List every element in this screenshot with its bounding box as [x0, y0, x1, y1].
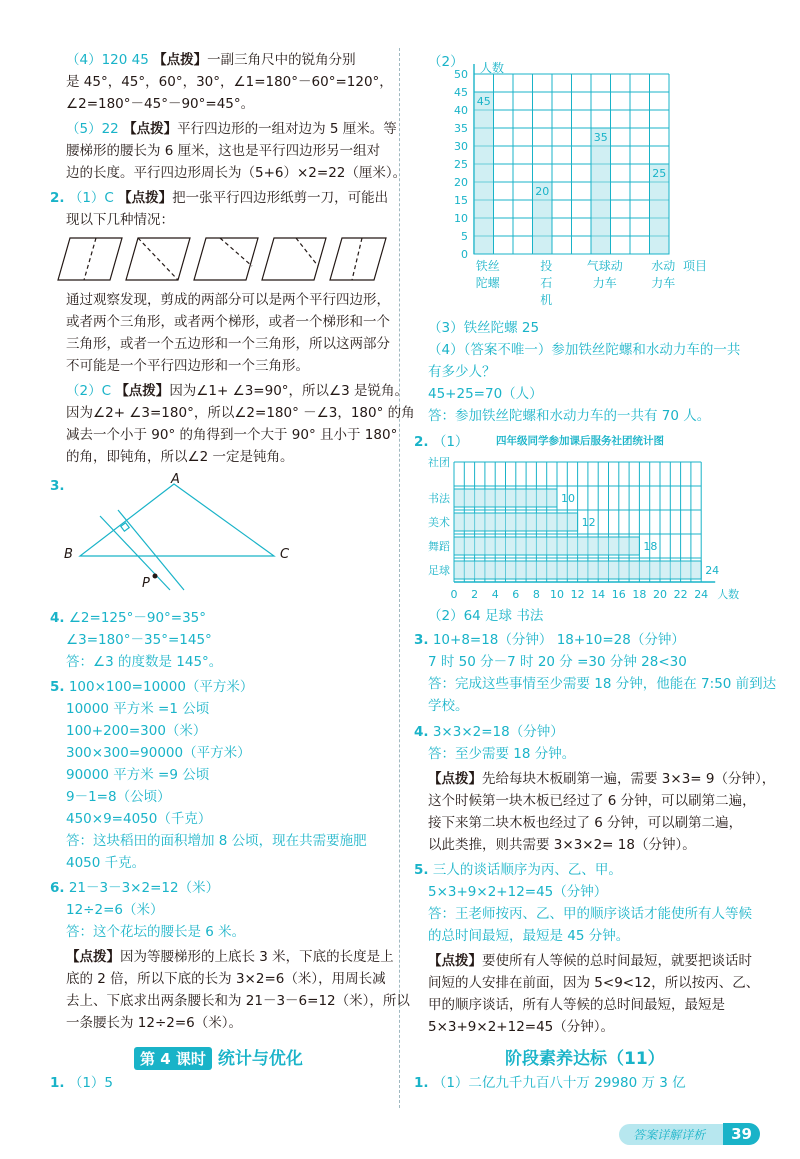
problem-number: 1. [414, 1075, 429, 1091]
problem-number: 3. [414, 632, 429, 648]
problem-number: 3. [50, 478, 65, 494]
cut-line-3 [220, 238, 252, 266]
y-tick-label: 50 [454, 68, 468, 81]
p2-line-6: 不可能是一个平行四边形和一个三角形。 [66, 358, 309, 374]
lesson-heading [134, 1044, 303, 1070]
p4-tip-text: 先给每块木板刷第一遍，需要 3×3= 9（分钟）， [482, 771, 776, 787]
bar-value-label: 35 [593, 131, 608, 144]
q5-line-1 [66, 119, 397, 139]
p2b-line-4: 的角，即钝角，所以∠2 一定是钝角。 [66, 449, 294, 465]
tip-label: 【点拨】 [428, 953, 482, 969]
p4-text: ∠2=125°－90°=35° [68, 610, 207, 626]
p5-line-3: 100+200=300（米） [66, 723, 207, 739]
x-category-label: 水动 [651, 259, 676, 273]
x-category-label: 铁丝 [475, 259, 500, 273]
bar-value-label: 20 [535, 185, 550, 198]
p5-line-8: 答：这块稻田的面积增加 8 公顷，现在共需要施肥 [66, 833, 367, 849]
lesson-number-badge: 第 4 课时 [134, 1047, 212, 1070]
p2b-line-3: 减去一个小于 90° 的角得到一个大于 90° 且小于 180° [66, 427, 398, 443]
q4-line-1 [66, 50, 356, 70]
p6-line-3: 答：这个花坛的腰长是 6 米。 [66, 924, 246, 940]
tip-label: 【点拨】 [123, 121, 178, 137]
q5-answer: （5）22 [66, 121, 119, 137]
y-axis-label: 社团 [428, 456, 450, 469]
label-b: B [64, 547, 73, 562]
problem-number: 2. [414, 434, 429, 450]
lesson-q1-text: （1）5 [68, 1075, 114, 1091]
p5-line-2: 10000 平方米 =1 公顷 [66, 701, 210, 717]
p3-line-4: 学校。 [428, 698, 469, 714]
p2b-answer: （2）C [66, 383, 112, 399]
y-tick-label: 10 [454, 212, 468, 225]
x-tick-label: 22 [673, 588, 688, 601]
bar-value-label: 12 [581, 516, 596, 529]
column-divider [399, 48, 400, 1108]
x-axis-label: 项目 [682, 259, 708, 273]
club-bar-chart [420, 430, 740, 602]
p2-line-4: 或者两个三角形，或者两个梯形，或者一个梯形和一个 [66, 314, 390, 330]
p2b-text: 因为∠1+ ∠3=90°，所以∠3 是锐角。 [169, 383, 409, 399]
x-category-label: 石 [540, 276, 553, 290]
p5-line-6: 9－1=8（公顷） [66, 789, 171, 805]
label-a: A [171, 472, 180, 487]
point-p [153, 574, 158, 579]
y-category-label: 美术 [428, 516, 450, 529]
footer-label: 答案详解详析 [619, 1124, 723, 1145]
q5-line-2: 腰梯形的腰长为 6 厘米，这也是平行四边形另一组对 [66, 143, 381, 159]
problem-number: 2. [50, 190, 65, 206]
p5-text: 100×100=10000（平方米） [68, 679, 254, 695]
p2-text: 把一张平行四边形纸剪一刀，可能出 [172, 190, 389, 206]
bar [474, 92, 494, 254]
bar [454, 537, 639, 555]
y-tick-label: 30 [454, 140, 468, 153]
cut-line-2 [138, 238, 178, 280]
q4-text: 一副三角尺中的锐角分别 [207, 52, 356, 68]
section-q1 [414, 1073, 686, 1093]
label-p: P [142, 576, 150, 591]
cut-line-1 [84, 238, 96, 280]
line-through-p-1 [100, 516, 170, 590]
y-category-label: 舞蹈 [428, 540, 450, 553]
p6-line-1 [50, 878, 219, 898]
x-tick-label: 8 [532, 588, 540, 601]
x-tick-label: 14 [591, 588, 606, 601]
q4-line-2: 是 45°，45°，60°，30°，∠1=180°－60°=120°， [66, 74, 393, 90]
problem-number: 5. [414, 862, 429, 878]
x-tick-label: 18 [632, 588, 647, 601]
p3-text: 10+8=18（分钟） 18+10=28（分钟） [432, 632, 685, 648]
bar-value-label: 18 [643, 540, 658, 553]
p2-line-1 [50, 188, 388, 208]
x-tick-label: 12 [570, 588, 585, 601]
bar [454, 489, 557, 507]
p4-text: 3×3×2=18（分钟） [432, 724, 564, 740]
x-tick-label: 6 [512, 588, 520, 601]
x-tick-label: 24 [694, 588, 709, 601]
p2-line-5: 三角形，或者一个五边形和一个三角形，所以这两部分 [66, 336, 390, 352]
x-category-label: 陀螺 [475, 276, 500, 290]
page-number: 39 [723, 1123, 760, 1145]
bar [454, 561, 701, 579]
line-through-p-2 [118, 510, 184, 590]
p4-line-6: 以此类推，则共需要 3×3×2= 18（分钟）。 [428, 837, 696, 853]
q4-line-3: ∠2=180°－45°－90°=45°。 [66, 96, 255, 112]
tip-label: 【点拨】 [428, 771, 482, 787]
bar-value-label: 24 [705, 564, 720, 577]
bar-value-label: 10 [561, 492, 575, 505]
p4-line-2: 答：至少需要 18 分钟。 [428, 746, 576, 762]
y-category-label: 书法 [428, 492, 450, 505]
p5-line-8: 5×3+9×2+12=45（分钟）。 [428, 1019, 615, 1035]
p5-line-7: 甲的顺序谈话，所有人等候的总时间最短，最短是 [428, 997, 725, 1013]
tip-label: 【点拨】 [66, 949, 120, 965]
section-q1-text: （1）二亿九千九百八十万 29980 万 3 亿 [432, 1075, 686, 1091]
x-category-label: 力车 [592, 276, 617, 290]
x-tick-label: 20 [653, 588, 667, 601]
p2-line-3: 通过观察发现，剪成的两部分可以是两个平行四边形， [66, 292, 390, 308]
cut-line-5 [352, 238, 362, 280]
lesson-q1 [50, 1073, 113, 1093]
parallelogram-cuts-figure [48, 236, 388, 282]
q5-line-3: 边的长度。平行四边形周长为（5+6）×2=22（厘米）。 [66, 165, 407, 181]
p4-line-1 [50, 608, 206, 628]
p5-line-1 [414, 860, 622, 880]
q4-line-1: （4）（答案不唯一）参加铁丝陀螺和水动力车的一共 [428, 342, 741, 358]
problem-number: 4. [414, 724, 429, 740]
p5-line-4: 的总时间最短，最短是 45 分钟。 [428, 928, 630, 944]
p6-line-2: 12÷2=6（米） [66, 902, 164, 918]
bar-value-label: 45 [476, 95, 491, 108]
p5-line-9: 4050 千克。 [66, 855, 146, 871]
bar [454, 513, 578, 531]
lesson-title: 统计与优化 [217, 1049, 303, 1069]
x-category-label: 气球动 [586, 259, 623, 273]
y-tick-label: 35 [454, 122, 468, 135]
x-category-label: 力车 [651, 276, 676, 290]
p4-line-5: 接下来第二块木板也经过了 6 分钟，可以刷第二遍， [428, 815, 743, 831]
p4-tip-line [428, 769, 775, 789]
p2-answer: （1）C [68, 190, 114, 206]
x-axis-label: 人数 [717, 588, 740, 601]
p2-head: （1） [432, 434, 469, 450]
triangle-figure [60, 472, 300, 598]
participants-bar-chart [440, 48, 708, 308]
p5-text: 三人的谈话顺序为丙、乙、甲。 [432, 862, 622, 878]
p3-line-1 [414, 630, 685, 650]
chart-title: 四年级同学参加课后服务社团统计图 [496, 435, 664, 447]
q4-line-4: 答：参加铁丝陀螺和水动力车的一共有 70 人。 [428, 408, 711, 424]
p5-line-5: 90000 平方米 =9 公顷 [66, 767, 210, 783]
p2b-line-2: 因为∠2+ ∠3=180°，所以∠2=180° －∠3，180° 的角 [66, 405, 415, 421]
y-tick-label: 15 [454, 194, 468, 207]
y-category-label: 足球 [428, 564, 450, 577]
p2b-line-1 [66, 381, 408, 401]
p6-tip-text: 因为等腰梯形的上底长 3 米，下底的长度是上 [120, 949, 394, 965]
parallelogram-4 [262, 238, 326, 280]
q4-line-3: 45+25=70（人） [428, 386, 543, 402]
label-c: C [280, 547, 290, 562]
p5-line-3: 答：王老师按丙、乙、甲的顺序谈话才能使所有人等候 [428, 906, 752, 922]
q4-line-2: 有多少人？ [428, 364, 496, 380]
bar-value-label: 25 [652, 167, 667, 180]
x-tick-label: 4 [491, 588, 499, 601]
problem-number: 4. [50, 610, 65, 626]
triangle-abc [80, 484, 274, 556]
p6-text: 21－3－3×2=12（米） [68, 880, 220, 896]
p3-line-2: 7 时 50 分－7 时 20 分 =30 分钟 28<30 [428, 654, 687, 670]
p4-line-4: 这个时候第一块木板已经过了 6 分钟，可以刷第二遍， [428, 793, 756, 809]
x-tick-label: 0 [450, 588, 458, 601]
problem-number: 5. [50, 679, 65, 695]
x-tick-label: 16 [611, 588, 626, 601]
p6-line-5: 底的 2 倍，所以下底的长为 3×2=6（米），用周长减 [66, 971, 386, 987]
q4-answer: （4）120 45 [66, 52, 149, 68]
problem-number: 1. [50, 1075, 65, 1091]
q5-text: 平行四边形的一组对边为 5 厘米。等 [177, 121, 397, 137]
p4-line-3: 答：∠3 的度数是 145°。 [66, 654, 223, 670]
y-tick-label: 40 [454, 104, 468, 117]
p6-line-6: 去上、下底求出两条腰长和为 21－3－6=12（米），所以 [66, 993, 410, 1009]
p5-line-4: 300×300=90000（平方米） [66, 745, 251, 761]
page-footer-badge [619, 1122, 760, 1146]
y-axis-label: 人数 [480, 61, 505, 75]
p6-line-7: 一条腰长为 12÷2=6（米）。 [66, 1015, 243, 1031]
parallelogram-5 [330, 238, 386, 280]
p5-tip-text: 要使所有人等候的总时间最短，就要把谈话时 [482, 953, 752, 969]
tip-label: 【点拨】 [118, 190, 173, 206]
q2-label: （2） [428, 54, 464, 70]
p5-line-6: 间短的人安排在前面，因为 5<9<12，所以按丙、乙、 [428, 975, 760, 991]
problem-number: 6. [50, 880, 65, 896]
p5-tip-line [428, 951, 752, 971]
p5-line-7: 450×9=4050（千克） [66, 811, 212, 827]
parallelogram-3 [194, 238, 258, 280]
tip-label: 【点拨】 [115, 383, 170, 399]
x-tick-label: 10 [550, 588, 564, 601]
p6-tip-line [66, 947, 394, 967]
x-category-label: 投 [540, 259, 553, 273]
y-tick-label: 20 [454, 176, 468, 189]
p4-line-1 [414, 722, 564, 742]
y-tick-label: 25 [454, 158, 468, 171]
p2-line-2: 现以下几种情况： [66, 212, 174, 228]
p4-line-2: ∠3=180°－35°=145° [66, 632, 212, 648]
p2-answer: （2）64 足球 书法 [428, 608, 544, 624]
section-title: 阶段素养达标（11） [505, 1049, 665, 1069]
y-tick-label: 45 [454, 86, 468, 99]
cut-line-4 [296, 238, 318, 266]
x-category-label: 机 [540, 293, 553, 307]
p3-line-3: 答：完成这些事情至少需要 18 分钟，他能在 7:50 前到达 [428, 676, 777, 692]
tip-label: 【点拨】 [153, 52, 208, 68]
x-tick-label: 2 [471, 588, 479, 601]
y-tick-label: 0 [461, 248, 468, 261]
p5-line-1 [50, 677, 253, 697]
q3-answer: （3）铁丝陀螺 25 [428, 320, 540, 336]
y-tick-label: 5 [461, 230, 468, 243]
bar [591, 128, 611, 254]
p5-line-2: 5×3+9×2+12=45（分钟） [428, 884, 608, 900]
